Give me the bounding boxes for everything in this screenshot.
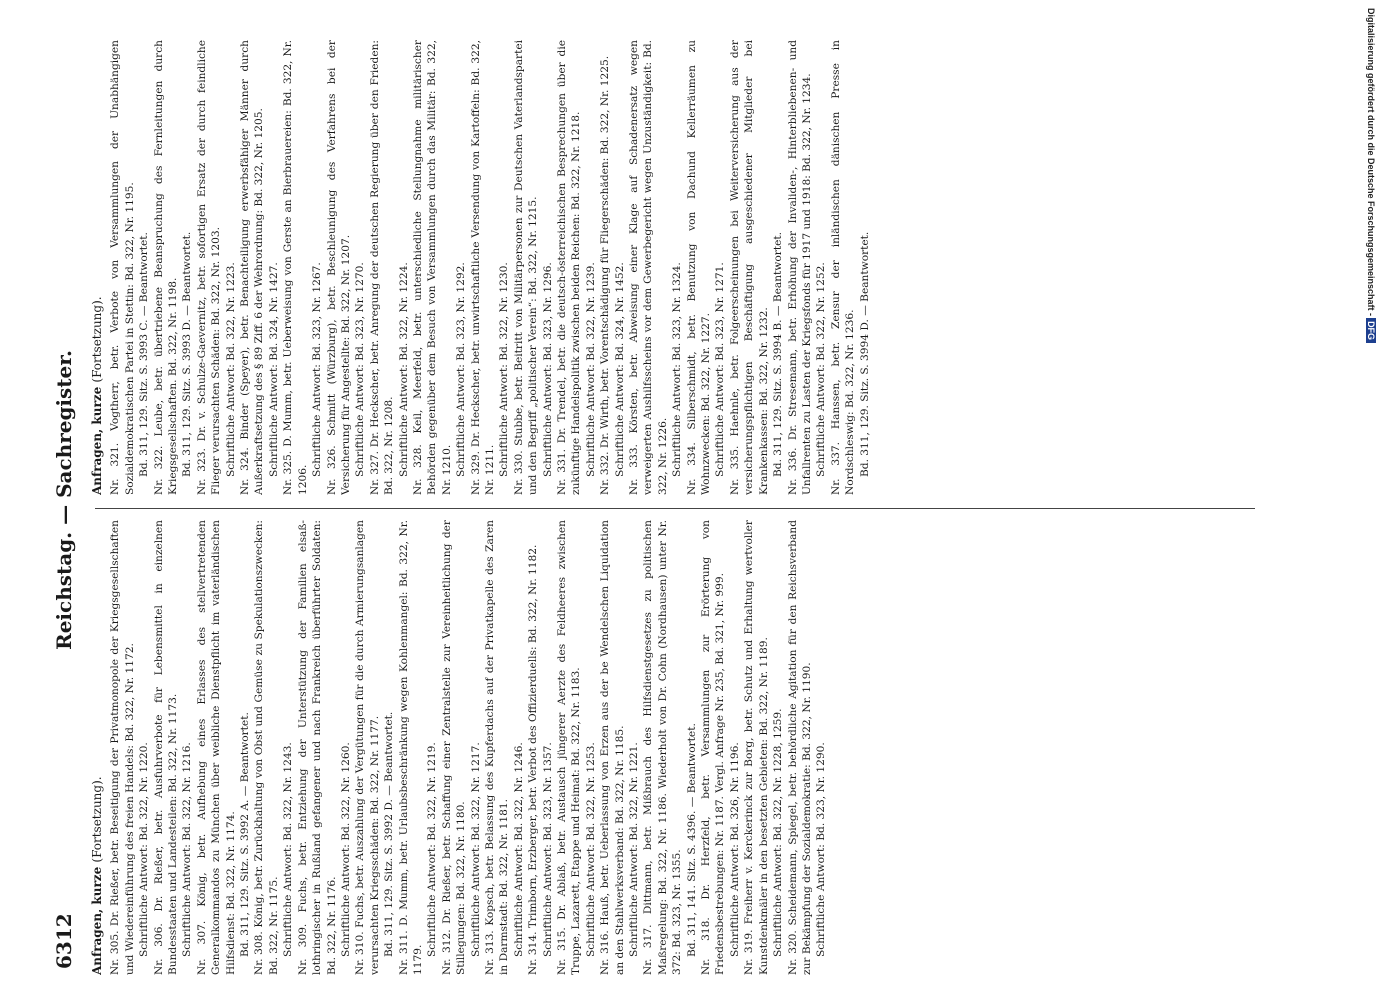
right-column bbox=[90, 40, 1310, 495]
entry-text: Nr. 308. König, betr. Zurückhaltung von Obst und Gemüse zu Spekulationszwecken: Bd. 322, Nr. 1175. bbox=[253, 520, 280, 975]
column-divider bbox=[95, 508, 1255, 509]
entry-answer: Bd. 311, 129. Sitz. S. 3992 A. — Beantwortet. bbox=[239, 712, 252, 957]
index-entry bbox=[353, 520, 396, 975]
index-entry bbox=[411, 40, 469, 495]
section-title: Anfragen, kurze (Fortsetzung). bbox=[90, 296, 104, 495]
index-entry bbox=[512, 40, 555, 495]
entry-answer: Schriftliche Antwort: Bd. 322, Nr. 1219. bbox=[426, 742, 439, 957]
entry-text: Nr. 305. Dr. Rießer, betr. Beseitigung der Privatmonopole der Kriegsgesellschaften und Wiedereinführung des freien Handels: Bd. 322, Nr. 1172. bbox=[109, 520, 136, 975]
entry-text: Nr. 318. Dr. Herzfeld, betr. Versammlungen zur Erörterung von Friedensbestrebungen: Nr. 1187. Vergl. Anfrage Nr. 235, Bd. 321, Nr. 999. bbox=[700, 520, 727, 975]
entry-answer: Schriftliche Antwort: Bd. 323, Nr. 1267. bbox=[311, 262, 324, 477]
index-entry bbox=[108, 520, 151, 975]
index-entry bbox=[108, 40, 151, 495]
dfg-logo: DFG bbox=[1366, 318, 1376, 343]
entry-text: Nr. 323. Dr. v. Schulze-Gaevernitz, betr. sofortigen Ersatz der durch feindliche Flieger verursachten Schäden: Bd. 322, Nr. 1203. bbox=[195, 40, 223, 495]
entry-answer: Schriftliche Antwort: Bd. 322, Nr. 1243. bbox=[282, 742, 295, 957]
index-entry bbox=[728, 40, 786, 495]
index-entry bbox=[152, 40, 195, 495]
entry-text: Nr. 311. D. Mumm, betr. Urlaubsbeschränkung wegen Kohlenmangel: Bd. 322, Nr. 1179. bbox=[397, 520, 424, 975]
index-entry bbox=[598, 520, 641, 975]
entry-text: Nr. 334. Silberschmidt, betr. Benutzung von Dachund Kellerräumen zu Wohnzwecken: Bd. 322, Nr. 1227. bbox=[685, 40, 713, 495]
entry-answer: Schriftliche Antwort: Bd. 322, Nr. 1246. bbox=[512, 742, 525, 957]
index-entry bbox=[296, 520, 354, 975]
entry-text: Nr. 324. Binder (Speyer), betr. Benachteiligung erwerbsfähiger Männer durch Außerkraftsetzung des § 89 Ziff. 6 der Wehrordnung: Bd. 322, Nr. 1205. bbox=[239, 40, 266, 495]
entry-text: Nr. 326. Schmitt (Würzburg), betr. Beschleunigung des Verfahrens bei der Versicherung für Angestellte: Bd. 322, Nr. 1207. bbox=[325, 40, 352, 495]
index-entry bbox=[641, 520, 699, 975]
entry-list bbox=[108, 520, 828, 975]
index-entry bbox=[252, 520, 295, 975]
entry-answer: Schriftliche Antwort: Bd. 322, Nr. 1260. bbox=[339, 742, 352, 957]
entry-answer: Bd. 311, 129. Sitz. S. 3993 C. — Beantwortet. bbox=[138, 232, 151, 477]
entry-text: Nr. 322. Leube, betr. übertriebene Beanspruchung des Fernleitungen durch Kriegsgesellschaften. Bd. 322, Nr. 1198. bbox=[152, 40, 180, 495]
index-entry bbox=[483, 520, 526, 975]
entry-answer: Bd. 311, 129. Sitz. S. 3992 D. — Beantwortet. bbox=[383, 711, 396, 957]
entry-answer: Bd. 311, 129. Sitz. S. 3994 B. — Beantwortet. bbox=[772, 232, 785, 477]
entry-text: Nr. 316. Hauß, betr. Ueberlassung von Erzen aus der be Wendelschen Liquidation an den Stahlwerksverband: Bd. 322, Nr. 1185. bbox=[599, 520, 626, 975]
entry-text: Nr. 313. Kopsch, betr. Belassung des Kupferdachs auf der Privatkapelle des Zaren in Darmstadt: Bd. 322, Nr. 1181. bbox=[483, 520, 511, 975]
index-entry bbox=[195, 40, 238, 495]
index-entry bbox=[699, 520, 742, 975]
entry-text: Nr. 310. Fuchs, betr. Auszahlung der Vergütungen für die durch Armierungsanlagen verursachten Kriegsschäden: Bd. 322, Nr. 1177. bbox=[354, 520, 381, 975]
entry-text: Nr. 336. Dr. Stresemann, betr. Erhöhung der Invaliden-, Hinterbliebenen- und Unfallrenten zu Lasten der Kriegsfonds für 1917 und 1918: Bd. 322, Nr. 1234. bbox=[786, 40, 813, 495]
entry-answer: Schriftliche Antwort: Bd. 322, Nr. 1252. bbox=[815, 262, 828, 477]
entry-text: Nr. 335. Haehnle, betr. Folgeerscheinungen bei Weiterversicherung aus der versicherungspflichtigen Beschäftigung ausgeschiedener Mitglieder bei Krankenkassen: Bd. 322, Nr. 1232. bbox=[728, 40, 770, 495]
entry-answer: Schriftliche Antwort: Bd. 323, Nr. 1296. bbox=[541, 262, 554, 477]
entry-answer: Schriftliche Antwort: Bd. 323, Nr. 1271. bbox=[714, 262, 727, 477]
entry-answer: Schriftliche Antwort: Bd. 322, Nr. 1223. bbox=[224, 262, 237, 477]
entry-answer: Schriftliche Antwort: Bd. 324, Nr. 1452. bbox=[613, 262, 626, 477]
entry-answer: Schriftliche Antwort: Bd. 323, Nr. 1270. bbox=[354, 262, 367, 477]
entry-text: Nr. 307. König, betr. Aufhebung eines Erlasses des stellvertretenden Generalkommandos zu München über weibliche Dienstpflicht im vaterländischen Hilfsdienst: Bd. 322, Nr. 1174. bbox=[195, 520, 237, 975]
entry-text: Nr. 337. Hanssen, betr. Zensur der inländischen dänischen Presse in Nordschleswig: Bd. 322, Nr. 1236. bbox=[829, 40, 857, 495]
entry-text: Nr. 330. Stubbe, betr. Beitritt von Militärpersonen zur Deutschen Vaterlandspartei und den Begriff „politischer Verein“: Bd. 322, Nr. 1215. bbox=[512, 40, 540, 495]
entry-answer: Schriftliche Antwort: Bd. 323, Nr. 1357. bbox=[541, 742, 554, 957]
entry-answer: Schriftliche Antwort: Bd. 322, Nr. 1239. bbox=[584, 262, 597, 477]
index-entry bbox=[440, 520, 483, 975]
entry-text: Nr. 331. Dr. Trendel, betr. die deutsch-österreichischen Besprechungen über die zukünftige Handelspolitik zwischen beiden Reichen: Bd. 322, Nr. 1218. bbox=[556, 40, 583, 495]
index-entry bbox=[368, 40, 411, 495]
entry-answer: Schriftliche Antwort: Bd. 323, Nr. 1292. bbox=[455, 262, 468, 477]
index-entry bbox=[627, 40, 685, 495]
entry-answer: Schriftliche Antwort: Bd. 322, Nr. 1220. bbox=[138, 742, 151, 957]
entry-answer: Schriftliche Antwort: Bd. 322, Nr. 1228, 1259. bbox=[772, 708, 785, 957]
page-header bbox=[52, 25, 92, 975]
index-entry bbox=[325, 40, 368, 495]
entry-text: Nr. 312. Dr. Rießer, betr. Schaffung einer Zentralstelle zur Vereinheitlichung der Stillegungen: Bd. 322, Nr. 1180. bbox=[440, 520, 468, 975]
entry-answer: Bd. 311, 129. Sitz. S. 3993 D. — Beantwortet. bbox=[181, 231, 194, 477]
index-entry bbox=[598, 40, 627, 495]
entry-text: Nr. 327. Dr. Heckscher, betr. Anregung der deutschen Regierung über den Frieden: Bd. 322, Nr. 1208. bbox=[368, 40, 396, 495]
entry-answer: Bd. 311, 129. Sitz. S. 3994 D. — Beantwortet. bbox=[858, 231, 871, 477]
index-entry bbox=[742, 520, 785, 975]
entry-answer: Schriftliche Antwort: Bd. 322, Nr. 1221. bbox=[628, 742, 641, 957]
index-entry bbox=[238, 40, 281, 495]
entry-text: Nr. 317. Dittmann, betr. Mißbrauch des Hilfsdienstgesetzes zu politischen Maßregelung: Bd. 322, Nr. 1186. Wiederholt von Dr. Cohn (Nordhausen) unter Nr. 372: Bd. 323, Nr. 1355. bbox=[642, 520, 684, 975]
section-title: Anfragen, kurze (Fortsetzung). bbox=[90, 776, 104, 975]
entry-text: Nr. 319. Freiherr v. Kerckerinck zur Borg, betr. Schutz und Erhaltung wertvoller Kunstdenkmäler in den besetzten Gebieten: Bd. 322, Nr. 1189. bbox=[743, 520, 770, 975]
entry-text: Nr. 314. Trimborn, Erzberger, betr. Verbot des Offizierduells: Bd. 322, Nr. 1182. bbox=[527, 544, 540, 975]
index-entry bbox=[555, 40, 598, 495]
entry-answer: Schriftliche Antwort: Bd. 322, Nr. 1224. bbox=[397, 262, 410, 477]
index-entry bbox=[685, 40, 728, 495]
entry-text: Nr. 332. Dr. Wirth, betr. Vorentschädigung für Fliegerschäden: Bd. 322, Nr. 1225. bbox=[599, 55, 612, 495]
running-title: Reichstag. — Sachregister. bbox=[52, 350, 76, 650]
index-entry bbox=[195, 520, 253, 975]
entry-answer: Schriftliche Antwort: Bd. 322, Nr. 1217. bbox=[469, 742, 482, 957]
index-entry bbox=[829, 40, 872, 495]
entry-answer: Schriftliche Antwort: Bd. 322, Nr. 1253. bbox=[584, 742, 597, 957]
document-page bbox=[40, 25, 1340, 975]
index-entry bbox=[469, 40, 512, 495]
entry-text: Nr. 328. Keil, Meerfeld, betr. unterschiedliche Stellungnahme militärischer Behörden gegenüber dem Besuch von Versammlungen durch das Militär: Bd. 322, Nr. 1210. bbox=[411, 40, 453, 495]
entry-answer: Schriftliche Antwort: Bd. 324, Nr. 1427. bbox=[267, 262, 280, 477]
entry-answer: Schriftliche Antwort: Bd. 323, Nr. 1290. bbox=[815, 742, 828, 957]
entry-text: Nr. 309. Fuchs, betr. Entziehung der Unterstützung der Familien elsaß-lothringischer in Rußland gefangener und nach Frankreich überführter Soldaten: Bd. 322, Nr. 1176. bbox=[296, 520, 338, 975]
index-entry bbox=[555, 520, 598, 975]
index-entry bbox=[397, 520, 440, 975]
index-entry bbox=[786, 520, 829, 975]
page-number: 6312 bbox=[52, 913, 76, 969]
entry-list bbox=[108, 40, 872, 495]
digitization-note: Digitalisierung gefördert durch die Deutsche Forschungsgemeinschaft -DFG bbox=[1362, 8, 1378, 998]
entry-text: Nr. 325. D. Mumm, betr. Ueberweisung von Gerste an Bierbrauereien: Bd. 322, Nr. 1206. bbox=[282, 40, 309, 495]
entry-text: Nr. 333. Körsten, betr. Abweisung einer Klage auf Schadenersatz wegen verweigerten Aushilfsscheins vor dem Gewerbegericht wegen Unzuständigkeit: Bd. 322, Nr. 1226. bbox=[628, 40, 669, 495]
entry-text: Nr. 321. Vogtherr, betr. Verbote von Versammlungen der Unabhängigen Sozialdemokratischen Partei in Stettin: Bd. 322, Nr. 1195. bbox=[109, 40, 136, 495]
entry-answer: Bd. 311, 141. Sitz. S. 4396. — Beantwortet. bbox=[685, 723, 698, 957]
entry-text: Nr. 306. Dr. Rießer, betr. Ausfuhrverbote für Lebensmittel in einzelnen Bundesstaaten und Landesteilen: Bd. 322, Nr. 1173. bbox=[152, 520, 180, 975]
left-column bbox=[90, 520, 1310, 975]
entry-answer: Schriftliche Antwort: Bd. 323, Nr. 1324. bbox=[671, 262, 684, 477]
index-entry bbox=[152, 520, 195, 975]
index-entry bbox=[281, 40, 324, 495]
entry-answer: Schriftliche Antwort: Bd. 322, Nr. 1230. bbox=[498, 262, 511, 477]
index-entry bbox=[526, 520, 555, 975]
entry-answer: Schriftliche Antwort: Bd. 322, Nr. 1216. bbox=[181, 742, 194, 957]
entry-text: Nr. 329. Dr. Heckscher, betr. unwirtschaftliche Versendung von Kartoffeln: Bd. 322, Nr. 1211. bbox=[469, 40, 496, 495]
entry-answer: Schriftliche Antwort: Bd. 326, Nr. 1196. bbox=[728, 742, 741, 957]
index-entry bbox=[786, 40, 829, 495]
entry-text: Nr. 315. Dr. Ablaß, betr. Austausch jüngerer Aerzte des Feldheeres zwischen Truppe, Lazarett, Etappe und Heimat: Bd. 322, Nr. 1183. bbox=[556, 520, 583, 975]
entry-text: Nr. 320. Scheidemann, Spiegel, betr. behördliche Agitation für den Reichsverband zur Bekämpfung der Sozialdemokratie: Bd. 322, Nr. 1190. bbox=[786, 520, 813, 975]
